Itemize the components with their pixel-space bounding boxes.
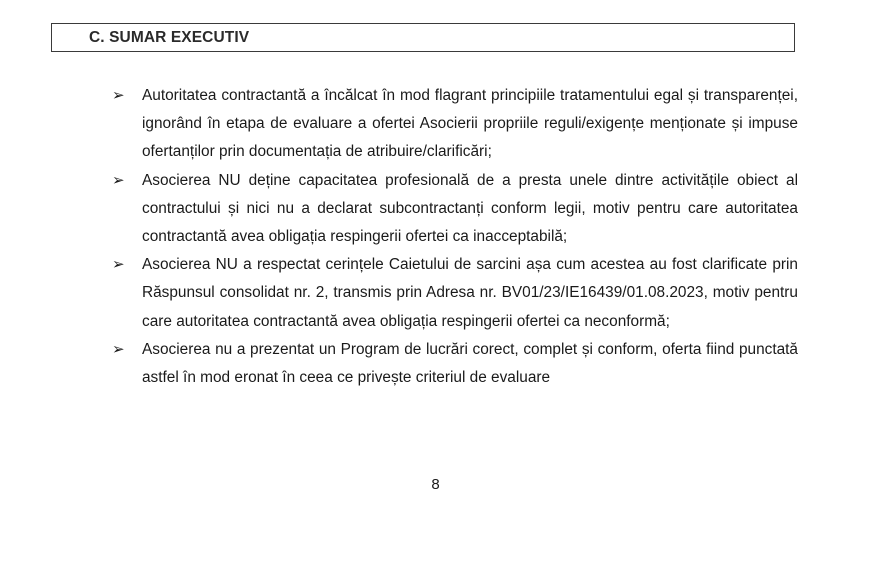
summary-bullet-item bbox=[110, 336, 798, 392]
bullet-text: Asocierea NU deține capacitatea profesională de a presta unele dintre activitățile obiect al contractului și nici nu a declarat subcontractanți conform legii, motiv pentru care autoritatea contractantă avea obligația respingerii ofertei ca inacceptabilă; bbox=[142, 171, 798, 246]
summary-bullet-item bbox=[110, 251, 798, 336]
arrow-bullet-icon: ➢ bbox=[112, 87, 125, 104]
bullet-text: Asocierea NU a respectat cerințele Caietului de sarcini așa cum acestea au fost clarificate prin Răspunsul consolidat nr. 2, transmis prin Adresa nr. BV01/23/IE16439/01.08.2023, motiv pentru care autoritatea contractantă avea obligația respingerii ofertei ca neconformă; bbox=[142, 256, 798, 330]
summary-bullet-list bbox=[110, 82, 798, 392]
arrow-bullet-icon: ➢ bbox=[112, 256, 125, 274]
arrow-bullet-icon: ➢ bbox=[112, 340, 125, 358]
section-header-box bbox=[51, 23, 795, 52]
bullet-text: Asocierea nu a prezentat un Program de lucrări corect, complet și conform, oferta fiind punctată astfel în mod eronat în ceea ce privește criteriul de evaluare bbox=[142, 340, 798, 387]
page-number: 8 bbox=[431, 476, 440, 493]
summary-bullet-item bbox=[110, 82, 798, 167]
bullet-text: Autoritatea contractantă a încălcat în mod flagrant principiile tratamentului egal și transparenței, ignorând în etapa de evaluare a ofertei Asocierii propriile reguli/exigențe menționate și impuse ofertanților prin documentația de atribuire/clarificări; bbox=[142, 87, 798, 161]
arrow-bullet-icon: ➢ bbox=[112, 171, 125, 189]
section-title: C. SUMAR EXECUTIV bbox=[89, 29, 250, 46]
summary-bullet-item bbox=[110, 167, 798, 252]
